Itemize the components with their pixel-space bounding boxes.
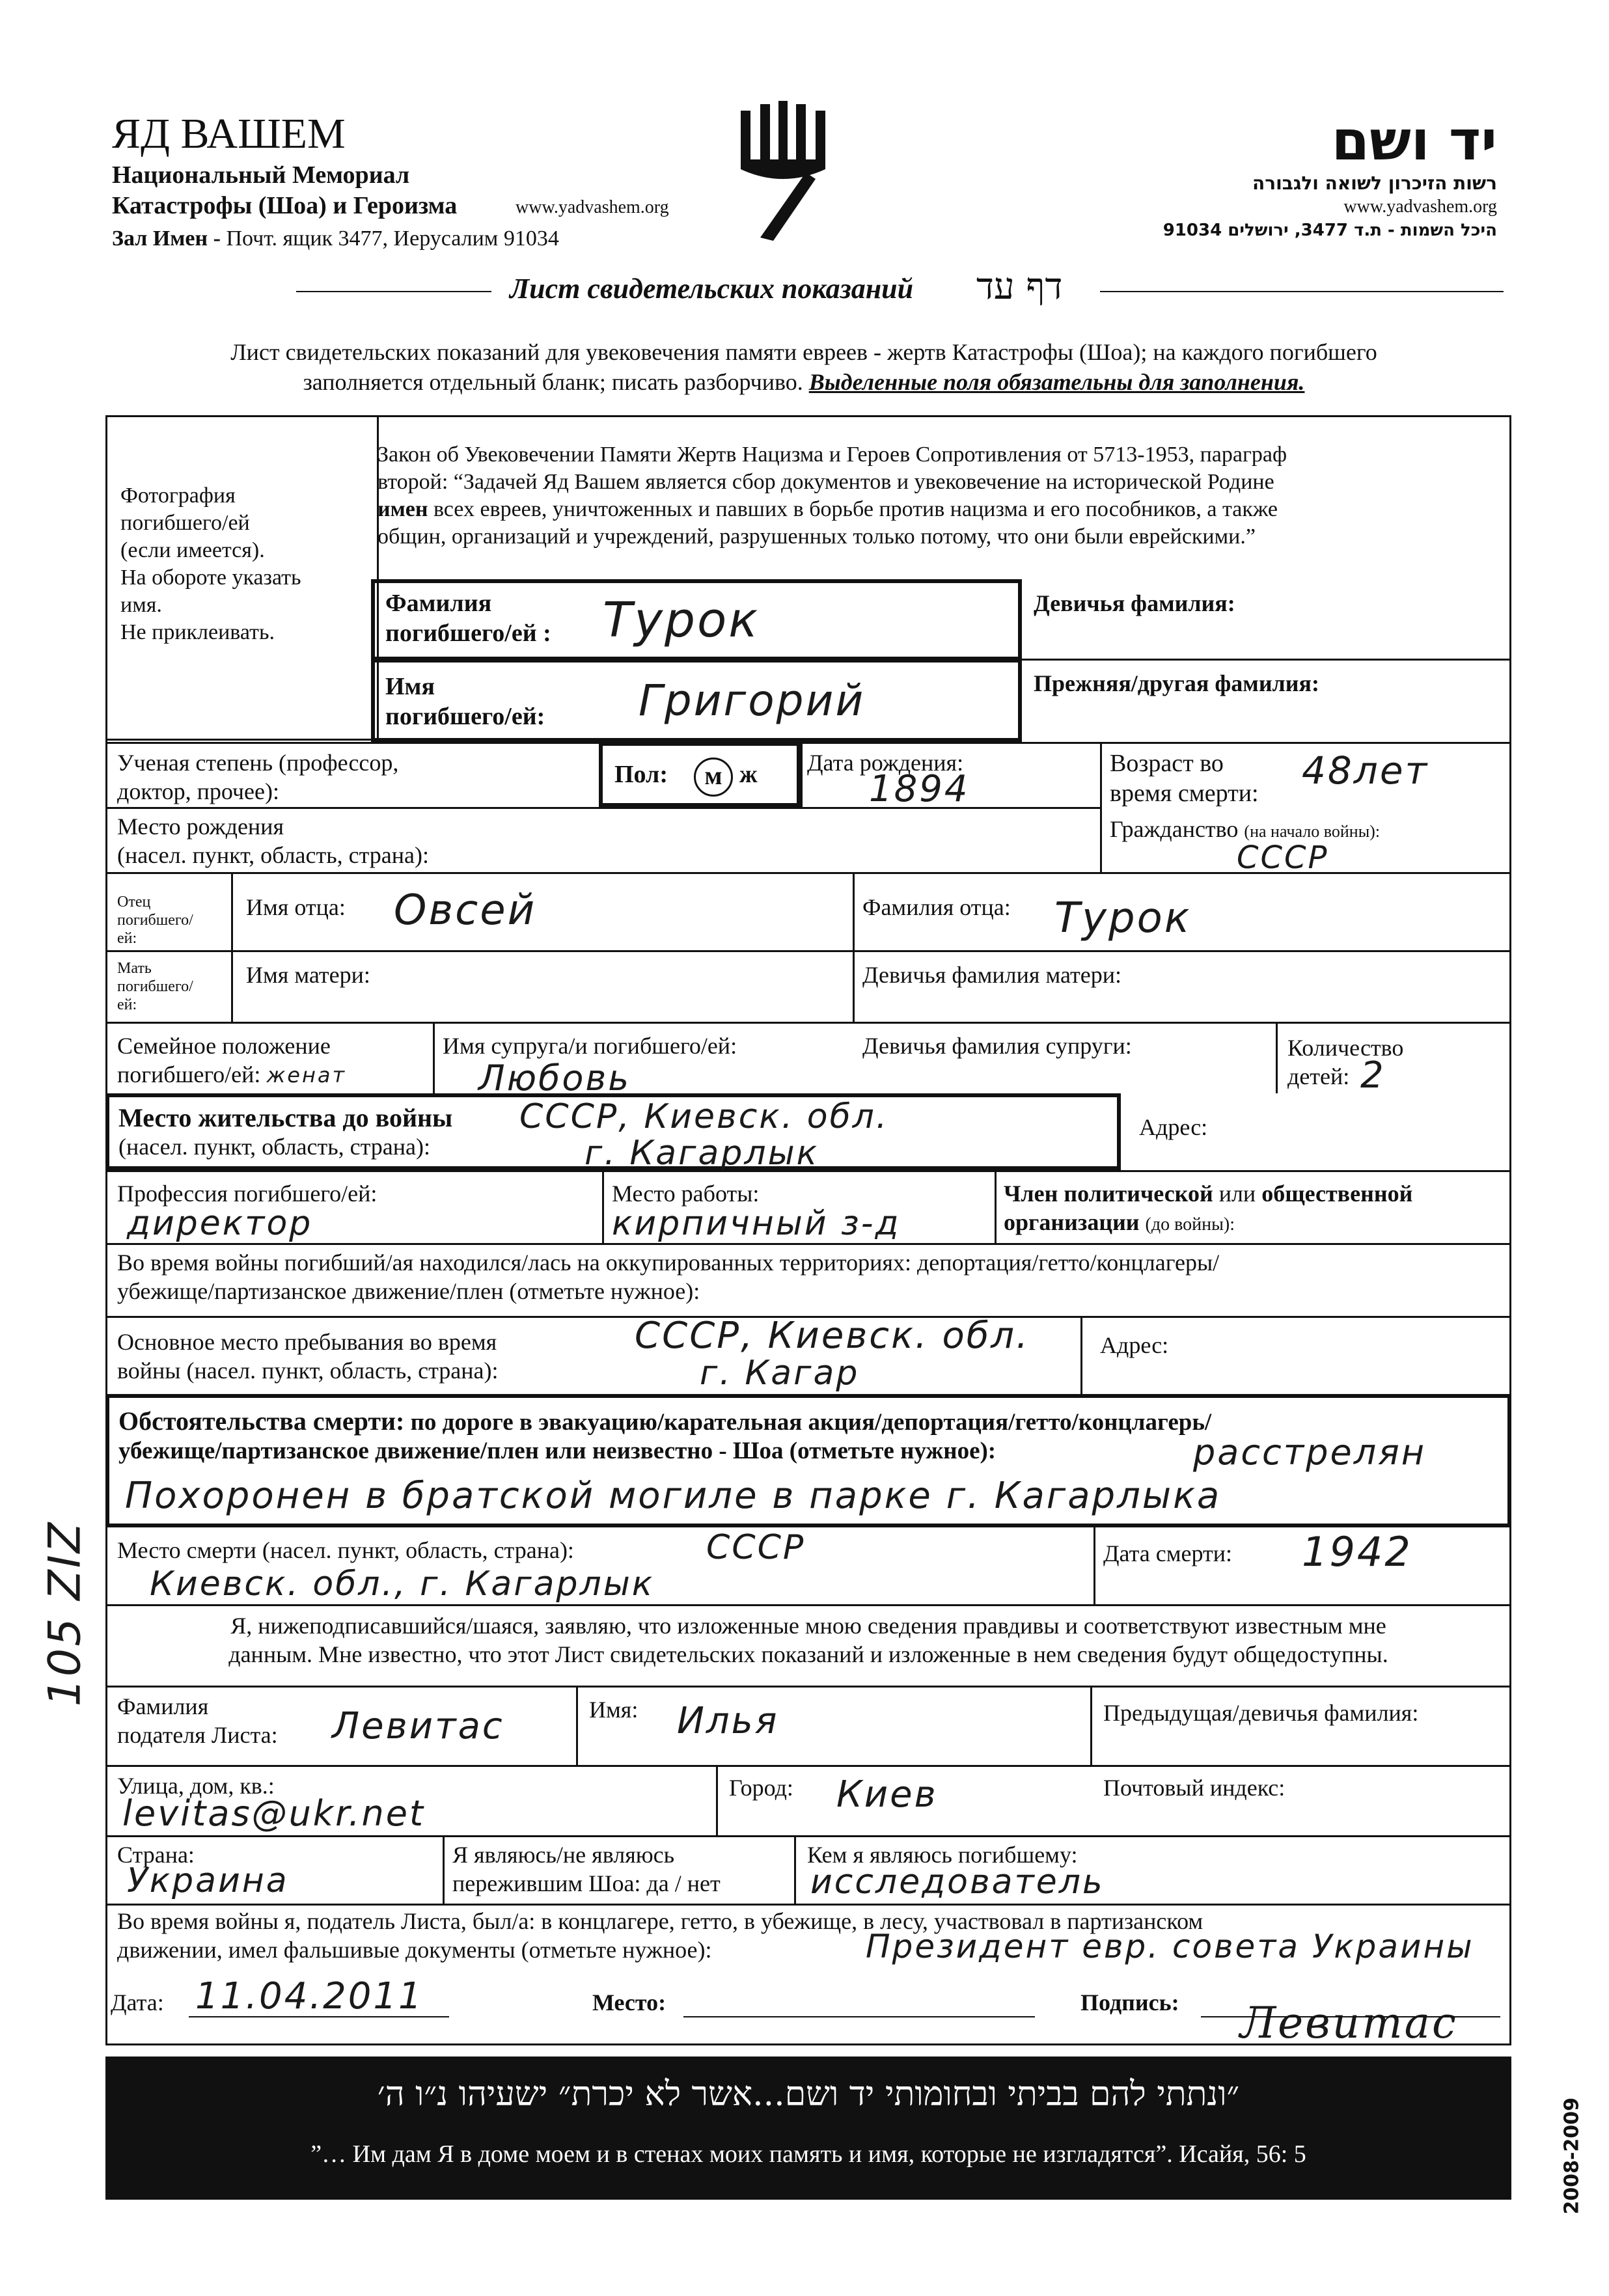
citizenship-value: СССР [1237, 840, 1329, 876]
date-value: 11.04.2011 [195, 1975, 424, 2017]
birthplace-label: Место рождения (насел. пункт, область, страна): [117, 813, 430, 868]
relation-label: Кем я являюсь погибшему: [807, 1842, 1078, 1868]
mother-side-label: Мать погибшего/ ей: [117, 960, 193, 1013]
father-surname-label: Фамилия отца: [862, 894, 1011, 920]
death-place-value-2: Киевск. обл., г. Кагарлык [150, 1565, 655, 1604]
org-title-ru: ЯД ВАШЕМ [112, 110, 346, 157]
submitter-surname-label: Фамилия подателя Листа: [117, 1693, 278, 1748]
birth-date-label: Дата рождения: [807, 750, 964, 776]
city-label: Город: [729, 1775, 793, 1801]
org-line1-he: רשות הזיכרון לשואה ולגבורה [1252, 172, 1497, 194]
country-value: Украина [127, 1861, 289, 1900]
date-label: Дата: [111, 1989, 164, 2016]
intro-line2: заполняется отдельный бланк; писать разборчиво. [303, 369, 803, 395]
org-line2-ru: Катастрофы (Шоа) и Героизма [112, 192, 458, 219]
children-count-label: Количество детей: [1287, 1035, 1404, 1089]
death-circumstances-field[interactable]: Обстоятельства смерти: по дороге в эвакуацию/карательная акция/депортация/гетто/концлагерь/ убежище/партизанское движение/плен или неизвестно - Шоа (отметьте нужное): расстрелян Похоронен в братской могиле в парке г. Кагарлыка [105, 1394, 1511, 1527]
father-surname-value: Турок [1054, 894, 1192, 942]
declaration-text: Я, нижеподписавшийся/шаяся, заявляю, что изложенные мною сведения правдивы и соответствуют известным мне данным. Мне известно, что этот Лист свидетельских показаний и изложенные в нем сведения будут общедоступны. [228, 1613, 1388, 1667]
victim-surname-field[interactable]: Фамилия погибшего/ей : Турок [371, 579, 1022, 661]
signature-label: Подпись: [1080, 1989, 1179, 2016]
org-address-label-ru: Зал Имен - [112, 226, 221, 251]
intro-line1: Лист свидетельских показаний для увековечения памяти евреев - жертв Катастрофы (Шоа); на каждого погибшего [230, 339, 1377, 365]
org-web-he[interactable]: www.yadvashem.org [1343, 197, 1497, 217]
age-label: Возраст во время смерти: [1110, 750, 1259, 807]
victim-name-field[interactable]: Имя погибшего/ей: Григорий [371, 659, 1022, 742]
birth-date-value: 1894 [869, 768, 970, 810]
title-rule-left [296, 291, 491, 292]
year-mark: 2008-2009 [1560, 2098, 1584, 2215]
citizenship-label: Гражданство (на начало войны): [1110, 816, 1381, 842]
residence-value-2: г. Кагарлык [584, 1134, 819, 1173]
wartime-place-value-1: СССР, Киевск. обл. [635, 1315, 1030, 1357]
sex-option-male[interactable]: м [694, 758, 733, 797]
form-title-he: דף עד [976, 266, 1063, 308]
relation-value: исследователь [810, 1863, 1105, 1902]
org-web-ru[interactable]: www.yadvashem.org [516, 197, 669, 217]
sex-field[interactable]: Пол: м ж [599, 742, 801, 807]
org-line1-ru: Национальный Мемориал [112, 161, 410, 189]
quote-banner [105, 2057, 1511, 2200]
intro-required-note: Выделенные поля обязательны для заполнения. [808, 369, 1305, 395]
residence-address-label: Адрес: [1139, 1114, 1208, 1140]
victim-surname-value: Турок [603, 592, 760, 648]
father-side-label: Отец погибшего/ ей: [117, 894, 193, 947]
marital-status-label: Семейное положение погибшего/ей: женат [117, 1033, 347, 1087]
workplace-label: Место работы: [612, 1181, 760, 1207]
death-date-value: 1942 [1302, 1528, 1412, 1576]
children-count-value: 2 [1360, 1054, 1386, 1097]
submitter-name-label: Имя: [589, 1697, 639, 1723]
death-date-label: Дата смерти: [1103, 1540, 1233, 1566]
org-header-he [1146, 109, 1497, 242]
street-value: levitas@ukr.net [122, 1793, 426, 1834]
death-circumstances-value: расстрелян [1193, 1432, 1427, 1473]
death-place-label: Место смерти (насел. пункт, область, страна): [117, 1537, 574, 1563]
place-label: Место: [592, 1989, 667, 2016]
submitter-war-text: Во время войны я, податель Листа, был/а: в концлагере, гетто, в убежище, в лесу, участвовал в партизанском движении, имел фальшивые документы (отметьте нужное): [117, 1908, 1203, 1963]
org-title-he: יד ושם [1331, 109, 1497, 172]
country-label: Страна: [117, 1842, 195, 1868]
membership-label: Член политической или общественной организации (до войны): [1004, 1181, 1413, 1235]
signature-value: Левитас [1240, 1998, 1458, 2048]
street-label: Улица, дом, кв.: [117, 1773, 275, 1799]
photo-box[interactable] [105, 415, 379, 741]
profession-value: директор [127, 1204, 313, 1243]
city-value: Киев [836, 1773, 938, 1816]
org-address-he: היכל השמות - ת.ד 3477, ירושלים 91034 [1162, 221, 1497, 240]
org-address-ru: Почт. ящик 3477, Иерусалим 91034 [226, 226, 559, 251]
victim-prev-surname-label: Прежняя/другая фамилия: [1034, 670, 1319, 696]
residence-value-1: СССР, Киевск. обл. [519, 1097, 889, 1136]
war-occupation-text: Во время войны погибший/ая находился/лась на оккупированных территориях: депортация/гетто/концлагеры/ убежище/партизанское движение/плен (отметьте нужное): [117, 1250, 1220, 1304]
spouse-name-value: Любовь [478, 1058, 631, 1099]
victim-maiden-label: Девичья фамилия: [1034, 590, 1235, 616]
death-place-value-1: СССР [706, 1528, 806, 1567]
profession-label: Профессия погибшего/ей: [117, 1181, 378, 1207]
survivor-status-label: Я являюсь/не являюсь пережившим Шоа: да / нет [452, 1842, 721, 1896]
sex-option-female[interactable]: ж [739, 761, 758, 788]
submitter-war-value: Президент евр. совета Украины [866, 1928, 1474, 1965]
father-name-value: Овсей [394, 886, 537, 935]
quote-he: ״ונתתי להם בביתי ובחומותי יד ושם...אשר לא יכרת״ ישעיהו נ״ו ה׳ [377, 2075, 1240, 2114]
quote-ru: ”… Им дам Я в доме моем и в стенах моих память и имя, которые не изгладятся”. Исайя, 56: 5 [310, 2140, 1306, 2168]
mother-maiden-label: Девичья фамилия матери: [862, 962, 1122, 988]
residence-field[interactable]: Место жительства до войны (насел. пункт, область, страна): СССР, Киевск. обл. г. Кагарлык [105, 1093, 1121, 1170]
wartime-address-label: Адрес: [1100, 1332, 1169, 1358]
law-text: Закон об Увековечении Памяти Жертв Нацизма и Героев Сопротивления от 5713-1953, параграф второй: “Задачей Яд Вашем является сбор документов и увековечение на исторической Родине имен всех евреев, уничтоженных и павших в борьбе против нацизма и его пособников, а также общин, организаций и учреждений, разрушенных только потому, что они были еврейскими.” [378, 443, 1287, 549]
mother-name-label: Имя матери: [246, 962, 370, 988]
victim-name-value: Григорий [639, 676, 866, 726]
photo-box-text: Фотография погибшего/ей (если имеется). На обороте указать имя. Не приклеивать. [120, 484, 301, 644]
org-header-ru [112, 109, 698, 254]
wartime-place-value-2: г. Кагар [700, 1354, 860, 1393]
age-value: 48лет [1302, 748, 1429, 793]
spouse-name-label: Имя супруга/и погибшего/ей: [443, 1033, 737, 1059]
submitter-surname-value: Левитас [332, 1705, 504, 1747]
marital-status-value: женат [266, 1063, 347, 1087]
wartime-place-label: Основное место пребывания во время войны (насел. пункт, область, страна): [117, 1329, 499, 1384]
title-rule-right [1100, 291, 1504, 292]
form-title-ru: Лист свидетельских показаний [510, 273, 914, 305]
intro-text [98, 337, 1510, 397]
submitter-name-value: Илья [677, 1700, 779, 1742]
father-name-label: Имя отца: [246, 894, 346, 920]
spouse-maiden-label: Девичья фамилия супруги: [862, 1033, 1132, 1059]
archive-number: 105 ZIZ [39, 1520, 91, 1707]
divider-h [1021, 659, 1511, 661]
workplace-value: кирпичный з-д [612, 1204, 901, 1243]
submitter-prev-surname-label: Предыдущая/девичья фамилия: [1103, 1700, 1419, 1726]
zip-label: Почтовый индекс: [1103, 1775, 1286, 1801]
degree-label: Ученая степень (профессор, доктор, прочее): [117, 750, 399, 804]
yad-vashem-logo-icon [734, 98, 832, 247]
death-burial-note: Похоронен в братской могиле в парке г. Кагарлыка [125, 1475, 1222, 1517]
